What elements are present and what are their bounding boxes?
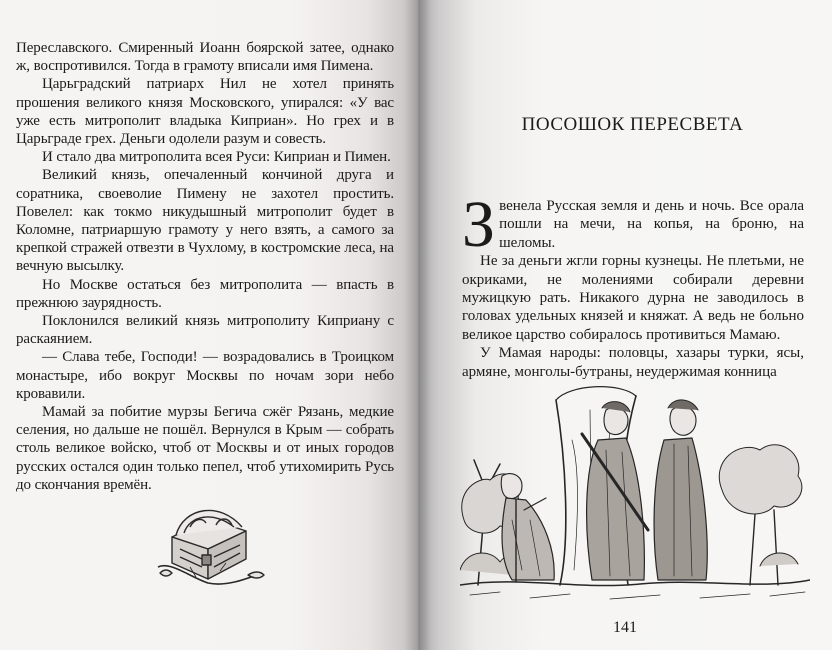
paragraph: Но Москве остаться без митрополита — впасть в прежнюю заурядность. — [16, 276, 394, 311]
paragraph: — Слава тебе, Господи! — возрадовались в Троицком монастыре, ибо вокруг Москвы по ночам зори небо кровавили. — [16, 349, 394, 402]
paragraph: Не за деньги жгли горны кузнецы. Не плетьми, не окриками, не молениями собирали деревни мужицкую рать. Никакого дурна не заводилось в головах удельных князей и княжат. А ведь не больно великое царство собиралось противиться Мамаю. — [462, 253, 804, 343]
paragraph: У Мамая народы: половцы, хазары турки, ясы, армяне, монголы-бутраны, неудержимая конница — [462, 345, 804, 380]
first-paragraph — [462, 188, 804, 261]
right-page-text — [462, 188, 804, 381]
drop-cap: З — [462, 188, 496, 261]
chapter-title: ПОСОШОК ПЕРЕСВЕТА — [521, 114, 744, 135]
paragraph: Царьградский патриарх Нил не хотел принять прошения великого князя Московского, упирался: «У вас уже есть митрополит владыка Киприан». Но грех и в Царьграде грех. Деньги одолели разум и совесть. — [16, 76, 394, 148]
book-gutter — [405, 0, 431, 650]
page-number: 141 — [613, 619, 637, 636]
first-paragraph-text: венела Русская земля и день и ночь. Все орала пошли на мечи, на копья, на броню, на шеломы. — [499, 198, 804, 251]
paragraph: Мамай за побитие мурзы Бегича сжёг Рязань, медкие селения, но дальше не пошёл. Вернулся в Крым — собрать столь великое войско, чтоб от Москвы и от иных городов русских остался один только пепел, чтоб утихомирить Русь до скончания времён. — [16, 404, 394, 493]
monks-illustration-icon — [460, 380, 810, 605]
treasure-chest-vignette-icon — [150, 497, 268, 589]
paragraph: И стало два митрополита всея Руси: Киприан и Пимен. — [42, 149, 391, 166]
paragraph: Поклонился великий князь митрополиту Киприану с раскаянием. — [16, 313, 394, 348]
left-page-text — [16, 39, 394, 494]
paragraph: Великий князь, опечаленный кончиной друга и соратника, своеволие Пимену не захотел простить. Повелел: как токмо никудышный митрополит будет в Коломне, патриаршую грамоту у него взять, а самого за крепкой стражей отвезти в Чухлому, в костромские леса, на вечную высылку. — [16, 167, 394, 275]
paragraph: Переславского. Смиренный Иоанн боярской затее, однако ж, воспротивился. Тогда в грамоту вписали имя Пимена. — [16, 40, 394, 75]
